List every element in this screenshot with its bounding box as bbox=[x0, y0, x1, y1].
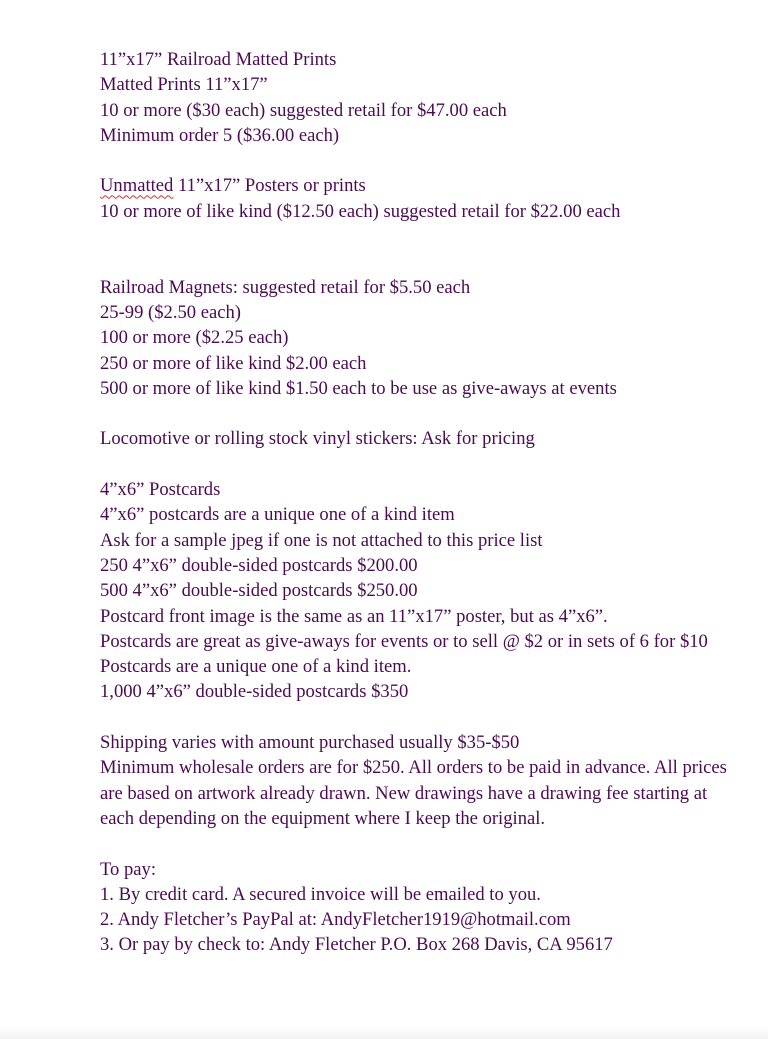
blank-line bbox=[100, 224, 768, 249]
blank-line bbox=[100, 831, 768, 856]
blank-line bbox=[100, 401, 768, 426]
magnets-price-line: 25-99 ($2.50 each) bbox=[100, 301, 241, 323]
magnets-price-line: 250 or more of like kind $2.00 each bbox=[100, 352, 367, 374]
vinyl-stickers-section bbox=[100, 426, 768, 451]
shipping-line: each depending on the equipment where I keep the original. bbox=[100, 807, 546, 829]
postcards-heading: 4”x6” Postcards bbox=[100, 479, 221, 501]
vinyl-stickers-heading: Locomotive or rolling stock vinyl stickers: Ask for pricing bbox=[100, 428, 535, 450]
blank-line bbox=[100, 148, 768, 173]
shipping-line: are based on artwork already drawn. New drawings have a drawing fee starting at bbox=[100, 782, 708, 804]
matted-prints-line: Minimum order 5 ($36.00 each) bbox=[100, 124, 340, 146]
postcards-line: Postcards are great as give-aways for events or to sell @ $2 or in sets of 6 for $10 bbox=[100, 630, 708, 652]
page-bottom-edge bbox=[0, 1025, 768, 1039]
postcards-line: 1,000 4”x6” double-sided postcards $350 bbox=[100, 681, 409, 703]
unmatted-heading-rest: 11”x17” Posters or prints bbox=[173, 175, 366, 197]
postcards-line: 4”x6” postcards are a unique one of a kind item bbox=[100, 504, 455, 526]
unmatted-posters-heading bbox=[100, 173, 768, 198]
magnets-price-line: 500 or more of like kind $1.50 each to be use as give-aways at events bbox=[100, 377, 617, 399]
postcards-line: 250 4”x6” double-sided postcards $200.00 bbox=[100, 554, 418, 576]
postcards-line: Postcard front image is the same as an 11”x17” poster, but as 4”x6”. bbox=[100, 605, 608, 627]
blank-line bbox=[100, 249, 768, 274]
railroad-magnets-section bbox=[100, 275, 768, 401]
unmatted-posters-line: 10 or more of like kind ($12.50 each) suggested retail for $22.00 each bbox=[100, 200, 621, 222]
shipping-line: Shipping varies with amount purchased usually $35-$50 bbox=[100, 732, 520, 754]
misspelled-word[interactable]: Unmatted bbox=[100, 175, 174, 197]
matted-prints-line: 10 or more ($30 each) suggested retail for $47.00 each bbox=[100, 99, 507, 121]
railroad-magnets-heading: Railroad Magnets: suggested retail for $5.50 each bbox=[100, 276, 471, 298]
matted-prints-section bbox=[100, 47, 768, 148]
payment-section bbox=[100, 857, 768, 958]
payment-heading: To pay: bbox=[100, 858, 157, 880]
matted-prints-heading: 11”x17” Railroad Matted Prints bbox=[100, 49, 337, 70]
price-list-text bbox=[100, 47, 768, 958]
payment-option: 2. Andy Fletcher’s PayPal at: AndyFletcher1919@hotmail.com bbox=[100, 909, 571, 931]
blank-line bbox=[100, 705, 768, 730]
postcards-line: Ask for a sample jpeg if one is not attached to this price list bbox=[100, 529, 543, 551]
postcards-section bbox=[100, 477, 768, 705]
payment-option: 1. By credit card. A secured invoice will be emailed to you. bbox=[100, 883, 541, 905]
shipping-section bbox=[100, 730, 768, 831]
postcards-line: 500 4”x6” double-sided postcards $250.00 bbox=[100, 580, 418, 602]
magnets-price-line: 100 or more ($2.25 each) bbox=[100, 327, 289, 349]
payment-option: 3. Or pay by check to: Andy Fletcher P.O. Box 268 Davis, CA 95617 bbox=[100, 934, 613, 956]
matted-prints-line: Matted Prints 11”x17” bbox=[100, 74, 268, 96]
unmatted-posters-section bbox=[100, 173, 768, 224]
postcards-line: Postcards are a unique one of a kind item. bbox=[100, 656, 412, 678]
shipping-line: Minimum wholesale orders are for $250. All orders to be paid in advance. All prices bbox=[100, 757, 727, 779]
blank-line bbox=[100, 452, 768, 477]
